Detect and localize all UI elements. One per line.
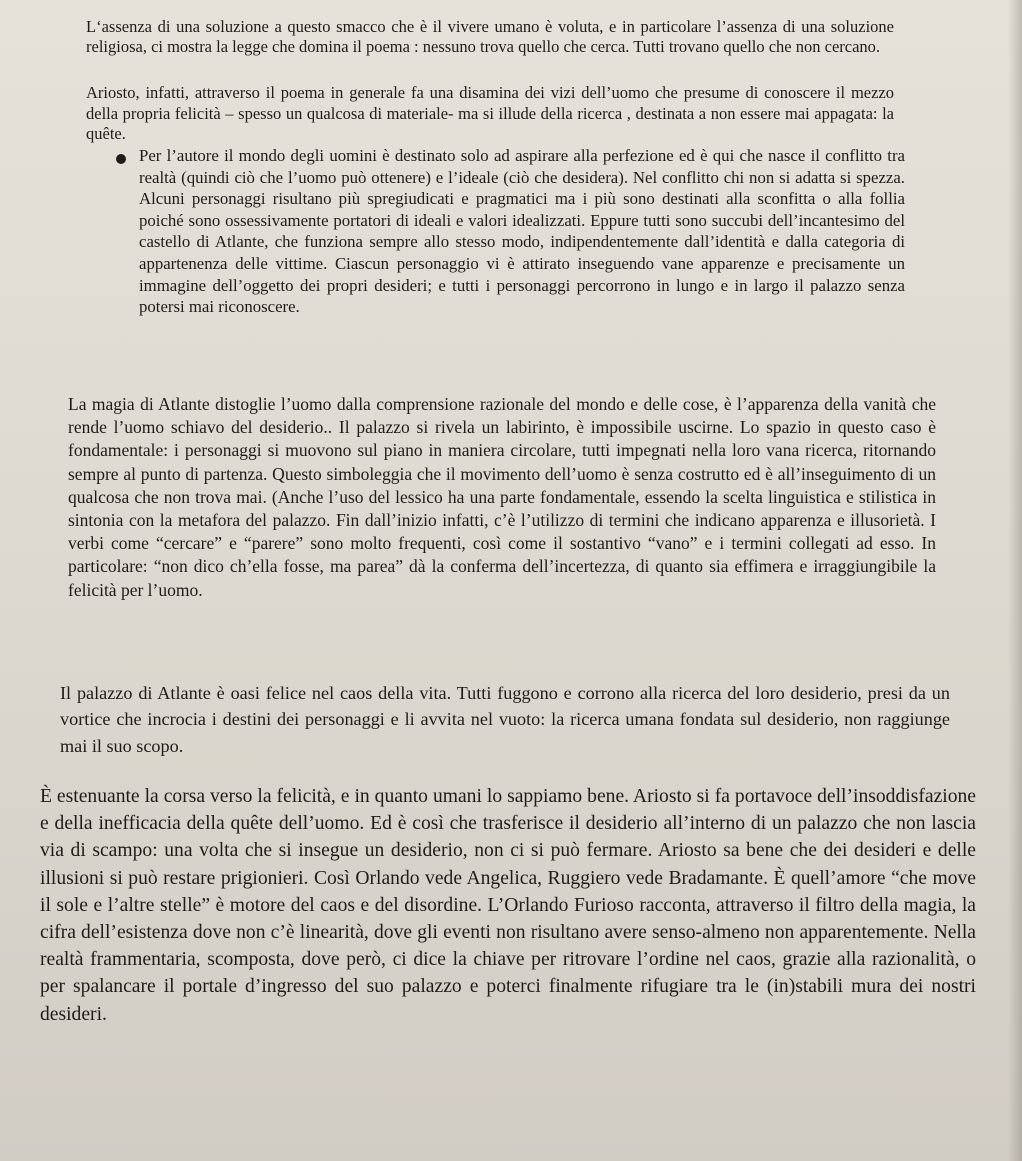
page-edge-shadow (1008, 0, 1022, 1161)
paragraph-2: Ariosto, infatti, attraverso il poema in generale fa una disamina dei vizi dell’uomo che presume di conoscere il mezzo della propria felicità – spesso un qualcosa di materiale- ma si illude della ricerca , destinata a non essere mai appagata: la quête. (86, 83, 894, 143)
paragraph-5: Il palazzo di Atlante è oasi felice nel caos della vita. Tutti fuggono e corrono alla ricerca del loro desiderio, presi da un vortice che incrocia i destini dei personaggi e li avvita nel vuoto: la ricerca umana fondata sul desiderio, non raggiunge mai il suo scopo. (60, 683, 950, 756)
paragraph-1: L‘assenza di una soluzione a questo smacco che è il vivere umano è voluta, e in particolare l’assenza di una soluzione religiosa, ci mostra la legge che domina il poema : nessuno trova quello che cerca. Tutti trovano quello che non cercano. (86, 17, 894, 56)
bullet-icon (116, 154, 126, 164)
bullet-paragraph: Per l’autore il mondo degli uomini è destinato solo ad aspirare alla perfezione ed è qui che nasce il conflitto tra realtà (quindi ciò che l’uomo può ottenere) e l’ideale (ciò che desidera). Nel conflitto chi non si adatta si spezza. Alcuni personaggi risultano più spregiudicati e pragmatici ma i più sono destinati alla sconfitta o alla follia poiché sono ossessivamente portatori di ideali e valori idealizzati. Eppure tutti sono succubi dell’incantesimo del castello di Atlante, che funziona sempre allo stesso modo, indipendentemente dall’identità e dalla categoria di appartenenza delle vittime. Ciascun personaggio vi è attirato inseguendo vane apparenze e precisamente un immagine dell’oggetto dei propri desideri; e tutti i personaggi percorrono in lungo e in largo il palazzo senza potersi mai riconoscere. (139, 146, 905, 317)
paragraph-6: È estenuante la corsa verso la felicità, e in quanto umani lo sappiamo bene. Ariosto si fa portavoce dell’insoddisfazione e della inefficacia della quête dell’uomo. Ed è così che trasferisce il desiderio all’interno di un palazzo che non lascia via di scampo: una volta che si insegue un desiderio, non ci si può fermare. Ariosto sa bene che dei desideri e delle illusioni si può restare prigionieri. Così Orlando vede Angelica, Ruggiero vede Bradamante. È quell’amore “che move il sole e l’altre stelle” è motore del caos e del disordine. L’Orlando Furioso racconta, attraverso il filtro della magia, la cifra dell’esistenza dove non c’è linearità, dove gli eventi non risultano avere senso-almeno non apparentemente. Nella realtà frammentaria, scomposta, dove però, ci dice la chiave per ritrovare l’ordine nel caos, grazie alla razionalità, o per spalancare il portale d’ingresso del suo palazzo e poterci finalmente rifugiare tra le (in)stabili mura dei nostri desideri. (40, 786, 976, 1025)
paragraph-4: La magia di Atlante distoglie l’uomo dalla comprensione razionale del mondo e delle cose, è l’apparenza della vanità che rende l’uomo schiavo del desiderio.. Il palazzo si rivela un labirinto, è impossibile uscirne. Lo spazio in questo caso è fondamentale: i personaggi si muovono sul piano in maniera circolare, tutti impegnati nella loro vana ricerca, ritornando sempre al punto di partenza. Questo simboleggia che il movimento dell’uomo è senza costrutto ed è all’inseguimento di un qualcosa che non trova mai. (Anche l’uso del lessico ha una parte fondamentale, essendo la scelta linguistica e stilistica in sintonia con la metafora del palazzo. Fin dall’inizio infatti, c’è l’utilizzo di termini che indicano apparenza e illusorietà. I verbi come “cercare” e “parere” sono molto frequenti, così come il sostantivo “vano” e i termini collegati ad esso. In particolare: “non dico ch’ella fosse, ma parea” dà la conferma dell’incertezza, di quanto sia effimera e irraggiungibile la felicità per l’uomo. (68, 394, 936, 600)
